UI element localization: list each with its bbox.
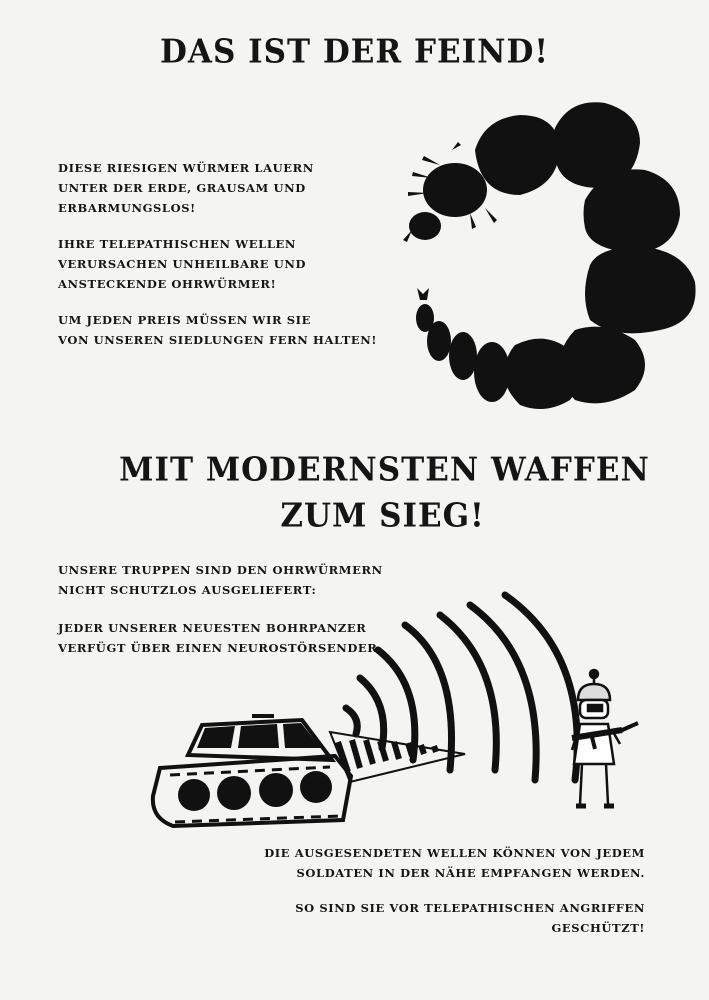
text-line: UM JEDEN PREIS MÜSSEN WIR SIE bbox=[58, 313, 311, 327]
text-line: JEDER UNSERER NEUESTEN BOHRPANZER bbox=[58, 621, 367, 635]
text-line: SO SIND SIE VOR TELEPATHISCHEN ANGRIFFEN bbox=[295, 901, 645, 915]
text-line: VERFÜGT ÜBER EINEN NEUROSTÖRSENDER. bbox=[58, 641, 383, 655]
text-line: UNSERE TRUPPEN SIND DEN OHRWÜRMERN bbox=[58, 563, 383, 577]
protected-paragraph bbox=[295, 898, 645, 938]
headline-weapons: MIT MODERNSTEN WAFFEN bbox=[119, 451, 650, 489]
tank-paragraph bbox=[58, 618, 382, 658]
text-line: DIE AUSGESENDETEN WELLEN KÖNNEN VON JEDEM bbox=[264, 846, 645, 860]
text-line: ANSTECKENDE OHRWÜRMER! bbox=[58, 277, 277, 291]
text-line: IHRE TELEPATHISCHEN WELLEN bbox=[58, 237, 296, 251]
troops-paragraph bbox=[58, 560, 383, 600]
soldier-illustration bbox=[572, 670, 638, 806]
text-line: NICHT SCHUTZLOS AUSGELIEFERT: bbox=[58, 583, 317, 597]
text-line: DIESE RIESIGEN WÜRMER LAUERN bbox=[58, 161, 314, 175]
text-line: ERBARMUNGSLOS! bbox=[58, 201, 196, 215]
text-line: UNTER DER ERDE, GRAUSAM UND bbox=[58, 181, 306, 195]
text-line: GESCHÜTZT! bbox=[551, 921, 645, 935]
page-title: DAS IST DER FEIND! bbox=[160, 33, 549, 71]
text-line: VON UNSEREN SIEDLUNGEN FERN HALTEN! bbox=[58, 333, 378, 347]
text-line: VERURSACHEN UNHEILBARE UND bbox=[58, 257, 307, 271]
headline-victory: ZUM SIEG! bbox=[280, 497, 485, 535]
text-line: SOLDATEN IN DER NÄHE EMPFANGEN WERDEN. bbox=[296, 866, 645, 880]
intro-paragraph bbox=[58, 158, 314, 218]
defense-paragraph bbox=[58, 310, 377, 350]
telepathy-paragraph bbox=[58, 234, 306, 294]
waves-paragraph bbox=[264, 843, 645, 883]
worm-illustration bbox=[403, 102, 696, 409]
